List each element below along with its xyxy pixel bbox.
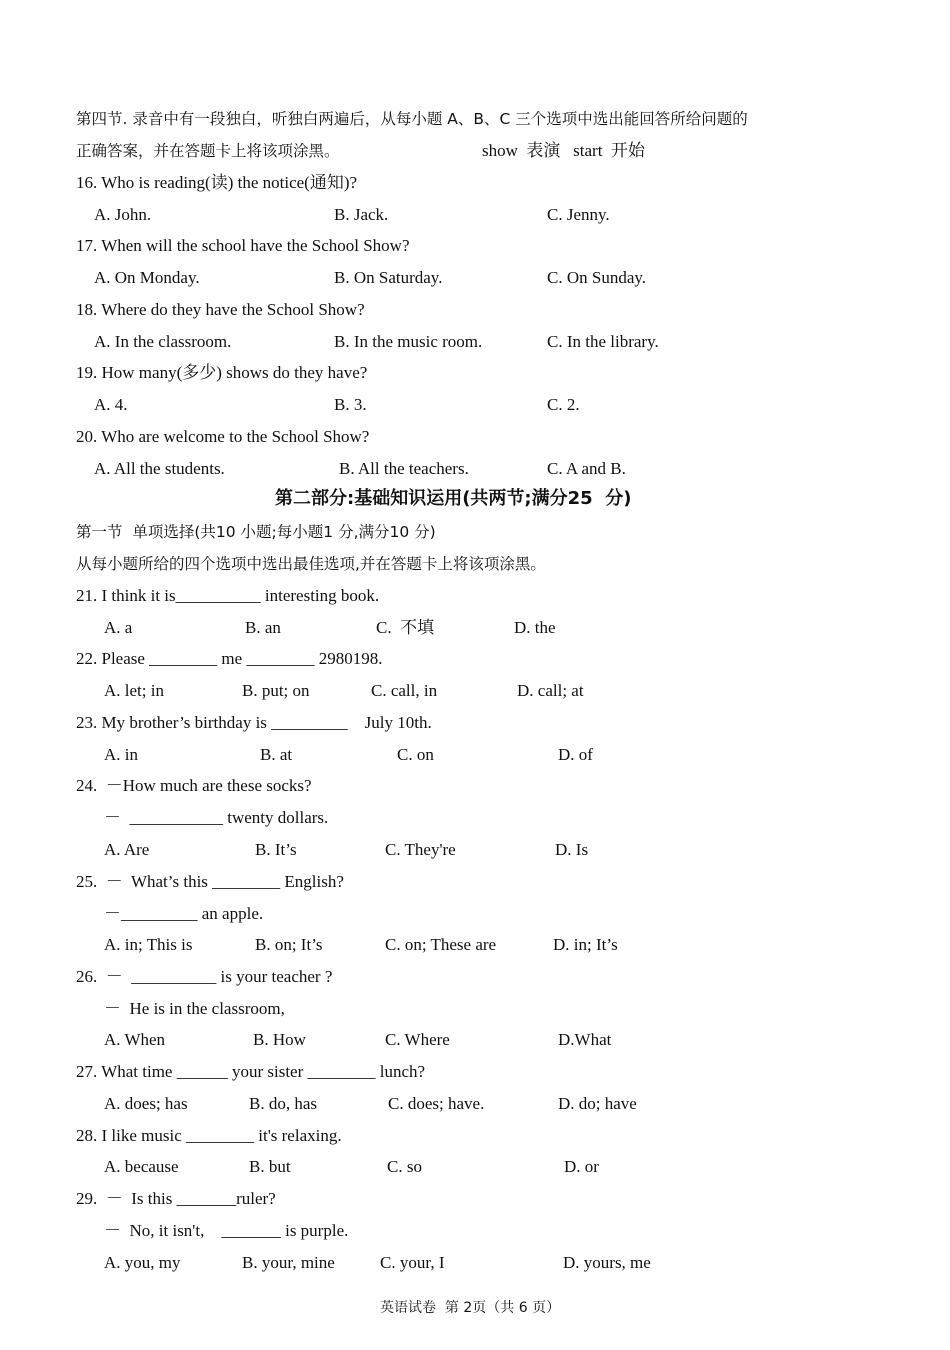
question-27-option-a: A. does; has [104, 1094, 188, 1113]
question-18-option-a: A. In the classroom. [94, 332, 232, 351]
question-16-option-c: C. Jenny. [547, 205, 610, 224]
question-17-stem: 17. When will the school have the School Show? [76, 236, 410, 255]
question-22-option-a: A. let; in [104, 681, 164, 700]
question-22-option-b: B. put; on [242, 681, 310, 700]
question-20-option-c: C. A and B. [547, 459, 626, 478]
question-21-option-d: D. the [514, 618, 556, 637]
question-21-option-b: B. an [245, 618, 281, 637]
question-17-option-c: C. On Sunday. [547, 268, 647, 287]
question-23-option-d: D. of [558, 745, 593, 764]
section-1-instruction: 从每小题所给的四个选项中选出最佳选项,并在答题卡上将该项涂黑。 [76, 555, 546, 573]
question-16-option-a: A. John. [94, 205, 152, 224]
question-29-option-b: B. your, mine [242, 1253, 335, 1272]
question-21-stem: 21. I think it is__________ interesting book. [76, 586, 380, 605]
question-28-option-c: C. so [387, 1157, 422, 1176]
question-16-stem: 16. Who is reading(读) the notice(通知)? [76, 173, 358, 192]
question-28-option-a: A. because [104, 1157, 179, 1176]
question-26-option-a: A. When [104, 1030, 166, 1049]
question-20-option-a: A. All the students. [94, 459, 225, 478]
question-24-reply: － ___________ twenty dollars. [104, 808, 329, 827]
question-27-option-c: C. does; have. [388, 1094, 485, 1113]
question-24-option-b: B. It’s [255, 840, 297, 859]
question-22-option-d: D. call; at [517, 681, 584, 700]
question-24-option-c: C. They're [385, 840, 456, 859]
question-17-option-b: B. On Saturday. [334, 268, 443, 287]
question-23-option-a: A. in [104, 745, 138, 764]
question-24-option-a: A. Are [104, 840, 150, 859]
question-25-option-d: D. in; It’s [553, 935, 618, 954]
question-18-option-c: C. In the library. [547, 332, 659, 351]
question-22-stem: 22. Please ________ me ________ 2980198. [76, 649, 383, 668]
question-28-option-d: D. or [564, 1157, 599, 1176]
part-2-title: 第二部分:基础知识运用(共两节;满分25 分) [275, 488, 632, 509]
question-20-option-b: B. All the teachers. [339, 459, 469, 478]
question-21-option-c: C. 不填 [376, 618, 435, 637]
question-29-reply: － No, it isn't, _______ is purple. [104, 1221, 349, 1240]
question-18-option-b: B. In the music room. [334, 332, 483, 351]
question-23-option-b: B. at [260, 745, 293, 764]
section-1-title: 第一节 单项选择(共10 小题;每小题1 分,满分10 分) [76, 523, 436, 541]
question-19-option-a: A. 4. [94, 395, 128, 414]
question-26-reply: － He is in the classroom, [104, 999, 285, 1018]
question-25-option-c: C. on; These are [385, 935, 497, 954]
question-25-option-a: A. in; This is [104, 935, 193, 954]
question-26-stem: 26. － __________ is your teacher ? [76, 967, 333, 986]
question-27-option-d: D. do; have [558, 1094, 637, 1113]
question-27-option-b: B. do, has [249, 1094, 317, 1113]
vocab-note: show 表演 start 开始 [482, 141, 645, 160]
question-29-option-c: C. your, I [380, 1253, 445, 1272]
question-29-option-a: A. you, my [104, 1253, 181, 1272]
question-24-option-d: D. Is [555, 840, 589, 859]
question-22-option-c: C. call, in [371, 681, 438, 700]
question-28-stem: 28. I like music ________ it's relaxing. [76, 1126, 342, 1145]
question-20-stem: 20. Who are welcome to the School Show? [76, 427, 370, 446]
question-25-option-b: B. on; It’s [255, 935, 323, 954]
question-29-option-d: D. yours, me [563, 1253, 651, 1272]
page-footer: 英语试卷 第 2页（共 6 页） [380, 1300, 561, 1316]
question-17-option-a: A. On Monday. [94, 268, 200, 287]
question-26-option-d: D.What [558, 1030, 612, 1049]
question-28-option-b: B. but [249, 1157, 291, 1176]
question-24-stem: 24. －How much are these socks? [76, 776, 312, 795]
question-23-option-c: C. on [397, 745, 434, 764]
instruction-line-1: 第四节. 录音中有一段独白，听独白两遍后，从每小题 A、B、C 三个选项中选出能回答所给问题的 [76, 110, 748, 128]
question-25-stem: 25. － What’s this ________ English? [76, 872, 344, 891]
question-18-stem: 18. Where do they have the School Show? [76, 300, 365, 319]
question-21-option-a: A. a [104, 618, 133, 637]
question-19-stem: 19. How many(多少) shows do they have? [76, 363, 368, 382]
question-16-option-b: B. Jack. [334, 205, 389, 224]
question-26-option-b: B. How [253, 1030, 306, 1049]
question-23-stem: 23. My brother’s birthday is _________ July 10th. [76, 713, 432, 732]
question-29-stem: 29. － Is this _______ruler? [76, 1189, 276, 1208]
question-26-option-c: C. Where [385, 1030, 450, 1049]
question-25-reply: －_________ an apple. [104, 904, 264, 923]
question-19-option-b: B. 3. [334, 395, 367, 414]
instruction-line-2: 正确答案，并在答题卡上将该项涂黑。 [76, 142, 340, 160]
question-27-stem: 27. What time ______ your sister ________ lunch? [76, 1062, 426, 1081]
question-19-option-c: C. 2. [547, 395, 580, 414]
